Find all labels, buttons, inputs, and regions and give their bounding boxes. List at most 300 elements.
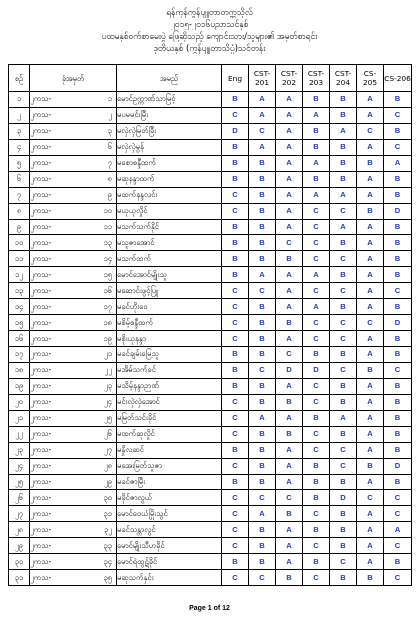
grade-cell: C bbox=[330, 331, 357, 347]
table-row bbox=[9, 410, 412, 426]
grade-cell: C bbox=[384, 538, 412, 554]
table-row bbox=[9, 219, 412, 235]
grade-cell: B bbox=[330, 235, 357, 251]
grade-cell: C bbox=[330, 362, 357, 378]
grade-cell: C bbox=[330, 315, 357, 331]
student-name: မသက်သက်နိုင် bbox=[117, 219, 222, 235]
grade-cell: C bbox=[330, 283, 357, 299]
grade-cell: B bbox=[276, 315, 303, 331]
header-roll: ခုံအမှတ် bbox=[30, 65, 117, 92]
roll-num: ၁၅ bbox=[103, 269, 112, 279]
row-number: ၂ bbox=[9, 107, 30, 123]
roll-num: ၂၅ bbox=[103, 413, 112, 423]
grade-cell: C bbox=[303, 442, 330, 458]
student-name: မသက်ထက် bbox=[117, 251, 222, 267]
grade-cell: C bbox=[357, 315, 384, 331]
grade-cell: A bbox=[276, 554, 303, 570]
grade-cell: B bbox=[384, 554, 412, 570]
table-row bbox=[9, 347, 412, 363]
student-name: မထက်နန္ဒလင်း bbox=[117, 187, 222, 203]
table-row bbox=[9, 442, 412, 458]
grade-cell: A bbox=[357, 299, 384, 315]
grade-cell: C bbox=[249, 490, 276, 506]
student-name: မလှဲလှဲမွန် bbox=[117, 139, 222, 155]
grade-cell: C bbox=[222, 299, 249, 315]
grade-cell: B bbox=[222, 139, 249, 155]
grade-cell: B bbox=[384, 251, 412, 267]
grade-cell: A bbox=[276, 458, 303, 474]
grade-cell: B bbox=[384, 474, 412, 490]
grade-cell: B bbox=[222, 219, 249, 235]
grade-cell: B bbox=[303, 139, 330, 155]
table-row bbox=[9, 315, 412, 331]
grade-cell: A bbox=[357, 522, 384, 538]
grade-cell: C bbox=[249, 570, 276, 586]
grade-cell: B bbox=[330, 538, 357, 554]
row-number: ၂၄ bbox=[9, 458, 30, 474]
row-number: ၇ bbox=[9, 187, 30, 203]
grade-cell: B bbox=[249, 251, 276, 267]
student-name: မစိမ့်စန္ဒီထက် bbox=[117, 315, 222, 331]
grade-cell: A bbox=[303, 155, 330, 171]
student-name: မအိမ်သက်ခင် bbox=[117, 362, 222, 378]
grade-cell: C bbox=[303, 378, 330, 394]
grade-cell: A bbox=[357, 267, 384, 283]
roll-prefix: ၂ကသ- bbox=[30, 110, 52, 120]
grade-cell: B bbox=[249, 203, 276, 219]
roll-num: ၁၇ bbox=[103, 301, 112, 311]
roll-prefix: ၂ကသ- bbox=[30, 269, 52, 279]
grade-cell: B bbox=[303, 474, 330, 490]
student-name: မောင်ဝေယံမြိုးသွင် bbox=[117, 506, 222, 522]
grade-cell: C bbox=[384, 490, 412, 506]
table-row bbox=[9, 251, 412, 267]
student-name: မယုယုလှိုင် bbox=[117, 203, 222, 219]
grade-cell: C bbox=[222, 203, 249, 219]
roll-prefix: ၂ကသ- bbox=[30, 429, 52, 439]
grade-cell: D bbox=[222, 123, 249, 139]
grade-cell: A bbox=[249, 139, 276, 155]
grade-cell: A bbox=[357, 235, 384, 251]
grade-cell: B bbox=[384, 219, 412, 235]
grade-cell: C bbox=[384, 139, 412, 155]
grade-cell: C bbox=[222, 394, 249, 410]
grade-cell: A bbox=[357, 394, 384, 410]
roll-number bbox=[30, 442, 117, 458]
grade-cell: A bbox=[330, 123, 357, 139]
grade-cell: B bbox=[249, 474, 276, 490]
grade-cell: A bbox=[276, 107, 303, 123]
student-name: မထက်ဆုလှိုင် bbox=[117, 426, 222, 442]
row-number: ၂၃ bbox=[9, 442, 30, 458]
row-number: ၉ bbox=[9, 219, 30, 235]
grade-cell: C bbox=[384, 506, 412, 522]
roll-num: ၈ bbox=[107, 174, 112, 184]
header-subject: CST-203 bbox=[303, 65, 330, 92]
grade-cell: C bbox=[249, 123, 276, 139]
student-name: မဆောင်းဖွင့်ပြူ bbox=[117, 283, 222, 299]
header-subject: CST-201 bbox=[249, 65, 276, 92]
table-row bbox=[9, 458, 412, 474]
header-name: အမည် bbox=[117, 65, 222, 92]
row-number: ၂၁ bbox=[9, 410, 30, 426]
grade-cell: B bbox=[330, 347, 357, 363]
row-number: ၂၈ bbox=[9, 522, 30, 538]
grade-cell: C bbox=[222, 426, 249, 442]
table-row bbox=[9, 187, 412, 203]
roll-num: ၇ bbox=[107, 158, 112, 168]
roll-prefix: ၂ကသ- bbox=[30, 94, 52, 104]
roll-number bbox=[30, 267, 117, 283]
student-name: မခင်ဇာမြီး bbox=[117, 474, 222, 490]
roll-num: ၁၁ bbox=[103, 221, 112, 231]
header-subject: Eng bbox=[222, 65, 249, 92]
roll-number bbox=[30, 426, 117, 442]
roll-number bbox=[30, 394, 117, 410]
grade-cell: C bbox=[222, 458, 249, 474]
grade-cell: A bbox=[330, 410, 357, 426]
roll-num: ၂၇ bbox=[103, 445, 112, 455]
roll-prefix: ၂ကသ- bbox=[30, 572, 52, 582]
grade-cell: B bbox=[330, 92, 357, 108]
grade-cell: A bbox=[303, 107, 330, 123]
grade-cell: C bbox=[222, 570, 249, 586]
roll-prefix: ၂ကသ- bbox=[30, 285, 52, 295]
grade-cell: D bbox=[384, 203, 412, 219]
grade-cell: B bbox=[249, 315, 276, 331]
roll-num: ၃၂ bbox=[103, 524, 112, 534]
grade-cell: B bbox=[249, 235, 276, 251]
grade-cell: C bbox=[276, 235, 303, 251]
row-number: ၂၂ bbox=[9, 426, 30, 442]
marks-table bbox=[8, 64, 412, 586]
grade-cell: C bbox=[303, 506, 330, 522]
roll-number bbox=[30, 378, 117, 394]
roll-prefix: ၂ကသ- bbox=[30, 301, 52, 311]
student-name: မစိုးယုနန္ဒာ bbox=[117, 331, 222, 347]
grade-cell: B bbox=[222, 378, 249, 394]
grade-cell: B bbox=[222, 235, 249, 251]
grade-cell: B bbox=[249, 442, 276, 458]
roll-prefix: ၂ကသ- bbox=[30, 365, 52, 375]
grade-cell: D bbox=[276, 362, 303, 378]
grade-cell: A bbox=[357, 139, 384, 155]
grade-cell: D bbox=[330, 490, 357, 506]
roll-prefix: ၂ကသ- bbox=[30, 349, 52, 359]
table-row bbox=[9, 426, 412, 442]
roll-num: ၃၃ bbox=[103, 540, 112, 550]
table-row bbox=[9, 331, 412, 347]
table-row bbox=[9, 235, 412, 251]
roll-num: ၁၄ bbox=[103, 253, 112, 263]
row-number: ၁၆ bbox=[9, 331, 30, 347]
student-name: မဆုသက်နှင်း bbox=[117, 570, 222, 586]
roll-num: ၃ bbox=[107, 126, 112, 136]
grade-cell: A bbox=[276, 219, 303, 235]
grade-cell: B bbox=[249, 347, 276, 363]
roll-num: ၁၃ bbox=[103, 237, 112, 247]
roll-num: ၃၁ bbox=[103, 508, 112, 518]
grade-cell: A bbox=[357, 347, 384, 363]
grade-cell: A bbox=[249, 92, 276, 108]
grade-cell: B bbox=[357, 203, 384, 219]
grade-cell: B bbox=[249, 554, 276, 570]
roll-number bbox=[30, 139, 117, 155]
grade-cell: C bbox=[330, 203, 357, 219]
table-row bbox=[9, 474, 412, 490]
grade-cell: B bbox=[357, 362, 384, 378]
grade-cell: B bbox=[249, 219, 276, 235]
grade-cell: A bbox=[357, 107, 384, 123]
grade-cell: A bbox=[276, 442, 303, 458]
grade-cell: A bbox=[357, 506, 384, 522]
grade-cell: C bbox=[222, 506, 249, 522]
grade-cell: B bbox=[330, 522, 357, 538]
row-number: ၈ bbox=[9, 203, 30, 219]
grade-cell: A bbox=[357, 426, 384, 442]
grade-cell: C bbox=[330, 251, 357, 267]
grade-cell: C bbox=[222, 315, 249, 331]
table-row bbox=[9, 267, 412, 283]
roll-number bbox=[30, 331, 117, 347]
grade-cell: A bbox=[276, 331, 303, 347]
grade-cell: A bbox=[357, 410, 384, 426]
student-name: မပမမင်းမြီး bbox=[117, 107, 222, 123]
student-name: မလှဲလှဲမြတ်ခြီး bbox=[117, 123, 222, 139]
grade-cell: A bbox=[303, 187, 330, 203]
grade-cell: A bbox=[330, 187, 357, 203]
roll-number bbox=[30, 187, 117, 203]
grade-cell: B bbox=[222, 362, 249, 378]
row-number: ၁၁ bbox=[9, 251, 30, 267]
roll-num: ၂ bbox=[108, 110, 112, 120]
student-name: မဆုနန္ဒာထက် bbox=[117, 171, 222, 187]
grade-cell: B bbox=[384, 442, 412, 458]
row-number: ၂၉ bbox=[9, 538, 30, 554]
grade-cell: B bbox=[303, 92, 330, 108]
roll-num: ၂၆ bbox=[103, 429, 112, 439]
grade-cell: A bbox=[249, 267, 276, 283]
grade-cell: C bbox=[222, 187, 249, 203]
roll-prefix: ၂ကသ- bbox=[30, 237, 52, 247]
grade-cell: A bbox=[357, 251, 384, 267]
grade-cell: B bbox=[384, 92, 412, 108]
table-row bbox=[9, 394, 412, 410]
roll-num: ၂၈ bbox=[103, 461, 112, 471]
grade-cell: A bbox=[357, 538, 384, 554]
table-row bbox=[9, 362, 412, 378]
table-row bbox=[9, 171, 412, 187]
grade-cell: B bbox=[276, 506, 303, 522]
grade-cell: A bbox=[357, 219, 384, 235]
grade-cell: B bbox=[249, 378, 276, 394]
grade-cell: B bbox=[384, 171, 412, 187]
grade-cell: A bbox=[276, 155, 303, 171]
grade-cell: B bbox=[330, 139, 357, 155]
grade-cell: A bbox=[330, 219, 357, 235]
table-row bbox=[9, 570, 412, 586]
roll-number bbox=[30, 347, 117, 363]
grade-cell: B bbox=[384, 331, 412, 347]
grade-cell: C bbox=[222, 522, 249, 538]
table-row bbox=[9, 490, 412, 506]
roll-num: ၃၅ bbox=[103, 572, 112, 582]
grade-cell: C bbox=[384, 283, 412, 299]
roll-number bbox=[30, 458, 117, 474]
grade-cell: A bbox=[276, 283, 303, 299]
grade-cell: B bbox=[303, 171, 330, 187]
student-name: မခင်သန္တာလွင် bbox=[117, 522, 222, 538]
roll-number bbox=[30, 123, 117, 139]
grade-cell: B bbox=[357, 458, 384, 474]
grade-cell: A bbox=[276, 522, 303, 538]
grade-cell: B bbox=[384, 123, 412, 139]
roll-number bbox=[30, 362, 117, 378]
grade-cell: D bbox=[384, 458, 412, 474]
roll-number bbox=[30, 283, 117, 299]
grade-cell: C bbox=[222, 107, 249, 123]
student-name: မောင်ဥက္ကာဏ်သာမြင့် bbox=[117, 92, 222, 108]
table-row bbox=[9, 538, 412, 554]
roll-prefix: ၂ကသ- bbox=[30, 413, 52, 423]
roll-prefix: ၂ကသ- bbox=[30, 476, 52, 486]
grade-cell: B bbox=[222, 474, 249, 490]
student-name: မင်းလှဲလှဲအောင် bbox=[117, 394, 222, 410]
grade-cell: B bbox=[357, 570, 384, 586]
grade-cell: B bbox=[249, 522, 276, 538]
roll-prefix: ၂ကသ- bbox=[30, 556, 52, 566]
grade-cell: C bbox=[330, 554, 357, 570]
row-number: ၅ bbox=[9, 155, 30, 171]
grade-cell: B bbox=[303, 123, 330, 139]
roll-prefix: ၂ကသ- bbox=[30, 397, 52, 407]
grade-cell: B bbox=[249, 538, 276, 554]
roll-number bbox=[30, 506, 117, 522]
grade-cell: B bbox=[330, 474, 357, 490]
grade-cell: B bbox=[276, 394, 303, 410]
grade-cell: A bbox=[384, 155, 412, 171]
grade-cell: C bbox=[222, 410, 249, 426]
grade-cell: A bbox=[276, 203, 303, 219]
roll-number bbox=[30, 235, 117, 251]
roll-num: ၂၉ bbox=[103, 476, 112, 486]
grade-cell: B bbox=[330, 570, 357, 586]
grade-cell: B bbox=[303, 347, 330, 363]
grade-cell: C bbox=[303, 570, 330, 586]
grade-cell: C bbox=[222, 283, 249, 299]
roll-number bbox=[30, 155, 117, 171]
roll-prefix: ၂ကသ- bbox=[30, 190, 52, 200]
row-number: ၁၇ bbox=[9, 347, 30, 363]
row-number: ၁ bbox=[9, 92, 30, 108]
table-row bbox=[9, 139, 412, 155]
row-number: ၆ bbox=[9, 171, 30, 187]
roll-prefix: ၂ကသ- bbox=[30, 206, 52, 216]
roll-number bbox=[30, 490, 117, 506]
grade-cell: B bbox=[222, 442, 249, 458]
roll-number bbox=[30, 570, 117, 586]
grade-cell: A bbox=[384, 522, 412, 538]
grade-cell: B bbox=[222, 554, 249, 570]
grade-cell: B bbox=[303, 554, 330, 570]
roll-prefix: ၂ကသ- bbox=[30, 221, 52, 231]
row-number: ၁၈ bbox=[9, 362, 30, 378]
grade-cell: B bbox=[222, 347, 249, 363]
table-row bbox=[9, 92, 412, 108]
student-name: မသူဇာအောင် bbox=[117, 235, 222, 251]
grade-cell: B bbox=[222, 251, 249, 267]
grade-cell: B bbox=[384, 378, 412, 394]
roll-num: ၂၂ bbox=[104, 365, 112, 375]
grade-cell: B bbox=[249, 458, 276, 474]
student-name: မောင်ရဲထွဋ်ခိုင် bbox=[117, 554, 222, 570]
grade-cell: A bbox=[357, 283, 384, 299]
grade-cell: B bbox=[249, 187, 276, 203]
row-number: ၂၆ bbox=[9, 490, 30, 506]
grade-cell: B bbox=[303, 458, 330, 474]
grade-cell: C bbox=[330, 458, 357, 474]
grade-cell: C bbox=[222, 538, 249, 554]
grade-cell: A bbox=[249, 506, 276, 522]
row-number: ၃၀ bbox=[9, 554, 30, 570]
roll-number bbox=[30, 410, 117, 426]
page-number: Page 1 of 12 bbox=[189, 605, 230, 612]
grade-cell: C bbox=[330, 442, 357, 458]
grade-cell: B bbox=[249, 171, 276, 187]
row-number: ၁၄ bbox=[9, 299, 30, 315]
course-title: ဒုတိယနှစ် (ကွန်ပျူတာသိပ္ပံ)သင်တန်း bbox=[153, 43, 266, 53]
roll-number bbox=[30, 107, 117, 123]
grade-cell: C bbox=[303, 235, 330, 251]
roll-num: ၉ bbox=[107, 190, 112, 200]
grade-cell: A bbox=[276, 410, 303, 426]
student-name: မောင်မျိုးသီဟခိုင် bbox=[117, 538, 222, 554]
roll-number bbox=[30, 538, 117, 554]
roll-num: ၁၈ bbox=[103, 317, 112, 327]
grade-cell: B bbox=[357, 155, 384, 171]
grade-cell: B bbox=[384, 235, 412, 251]
header-subject: CS-206 bbox=[384, 65, 412, 92]
grade-cell: B bbox=[330, 506, 357, 522]
grade-cell: B bbox=[330, 267, 357, 283]
header-subject: CST-204 bbox=[330, 65, 357, 92]
grade-cell: A bbox=[276, 474, 303, 490]
roll-number bbox=[30, 522, 117, 538]
grade-cell: B bbox=[330, 394, 357, 410]
grade-cell: A bbox=[276, 92, 303, 108]
header-no: စဉ် bbox=[9, 65, 30, 92]
grade-cell: B bbox=[249, 299, 276, 315]
grade-cell: B bbox=[276, 570, 303, 586]
grade-cell: B bbox=[249, 394, 276, 410]
row-number: ၃၁ bbox=[9, 570, 30, 586]
grade-cell: C bbox=[303, 394, 330, 410]
grade-cell: A bbox=[357, 442, 384, 458]
roll-prefix: ၂ကသ- bbox=[30, 253, 52, 263]
roll-num: ၂၃ bbox=[103, 381, 112, 391]
table-header-row bbox=[9, 65, 412, 92]
grade-cell: A bbox=[357, 187, 384, 203]
grade-cell: A bbox=[249, 107, 276, 123]
grade-cell: C bbox=[384, 362, 412, 378]
student-name: မောင်အောင်မျိုးသူ bbox=[117, 267, 222, 283]
exam-title: ပထမနှစ်ဝက်စာမေးပွဲ ဖြေဆိုသည့် ကျောင်းသား/သူများ၏ အမှတ်စာရင်း bbox=[101, 31, 318, 41]
grade-cell: C bbox=[303, 426, 330, 442]
table-body bbox=[9, 92, 412, 586]
row-number: ၃ bbox=[9, 123, 30, 139]
roll-num: ၂၄ bbox=[103, 397, 112, 407]
grade-cell: B bbox=[384, 187, 412, 203]
